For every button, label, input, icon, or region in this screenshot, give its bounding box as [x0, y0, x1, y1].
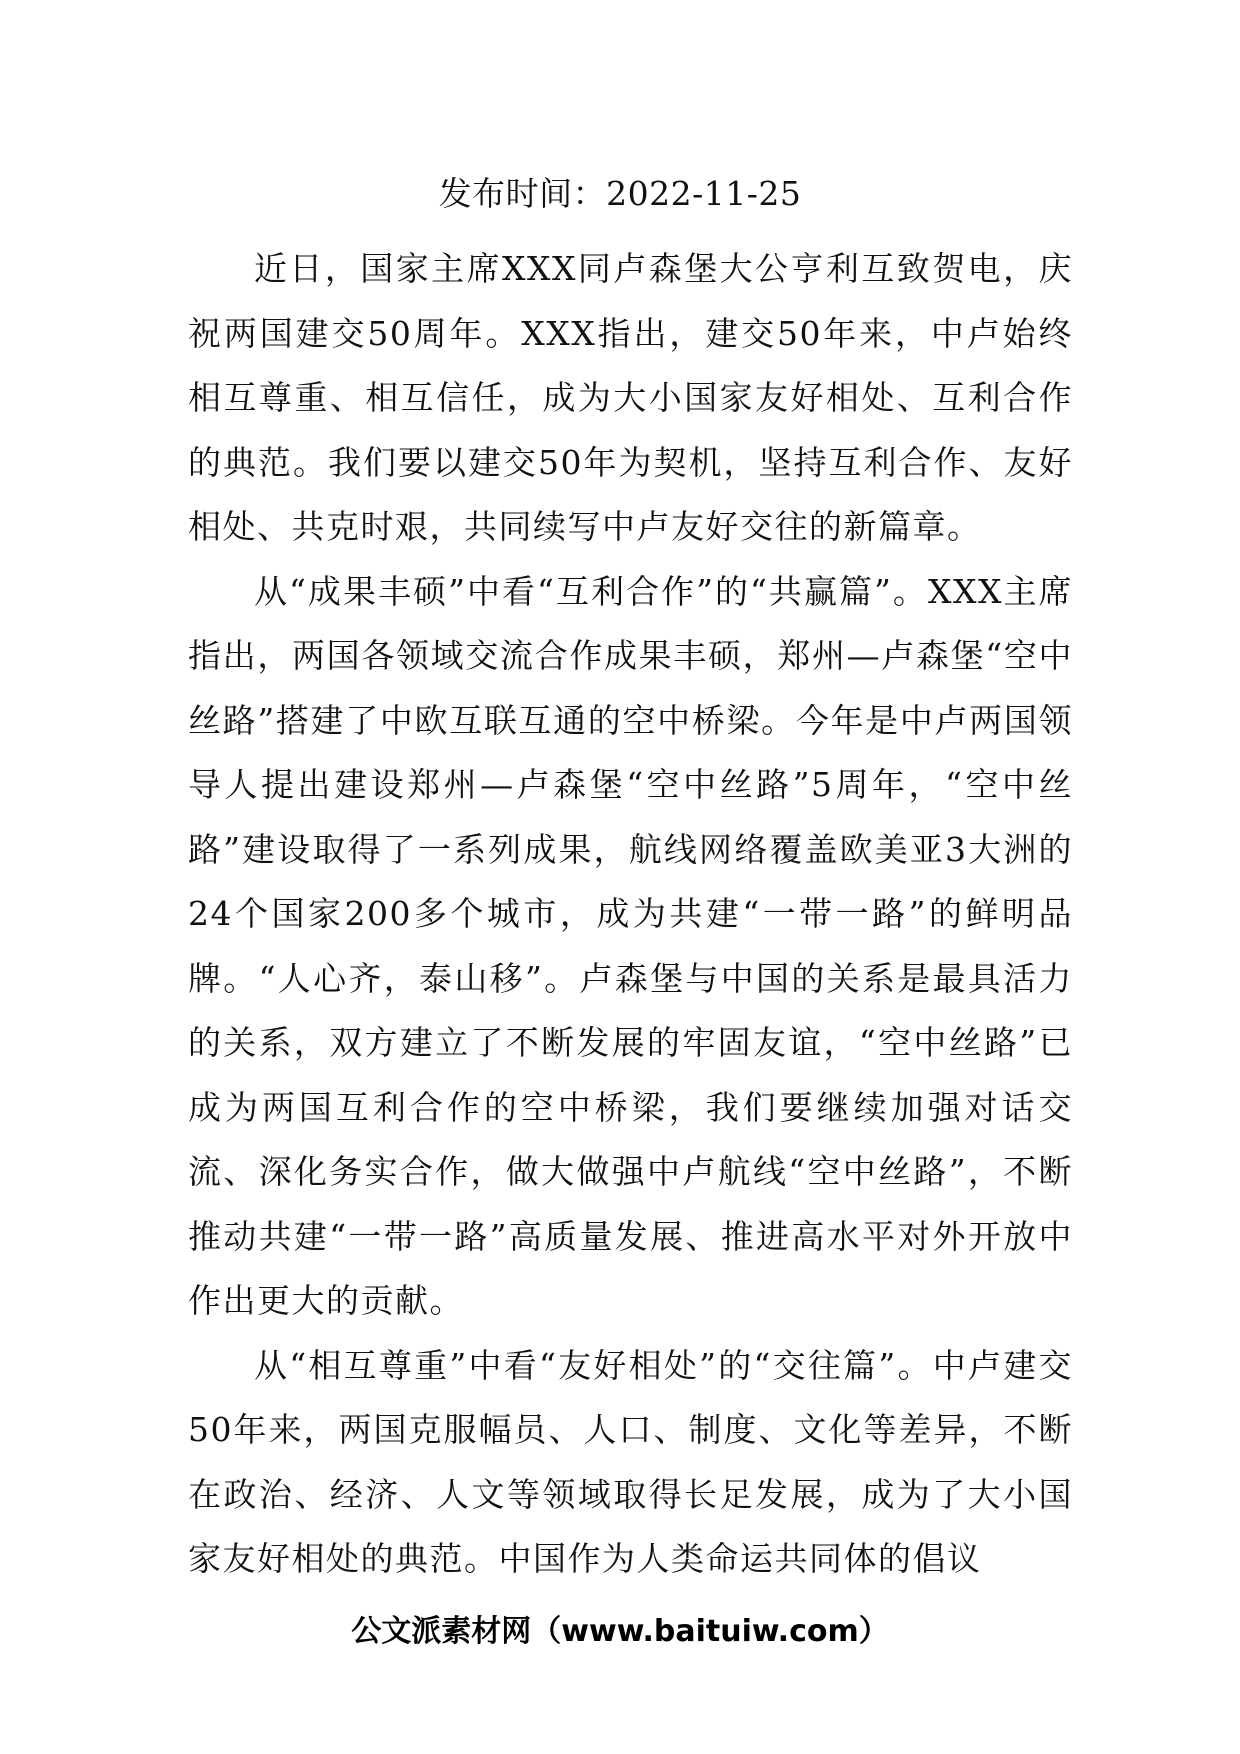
article-body: [188, 237, 1073, 1592]
source-watermark: 公文派素材网（www.baituiw.com）: [351, 1614, 889, 1649]
publish-date: 发布时间：2022-11-25: [438, 174, 802, 213]
paragraph-cooperation: 从“成果丰硕”中看“互利合作”的“共赢篇”。XXX主席指出，两国各领域交流合作成果丰硕，郑州—卢森堡“空中丝路”搭建了中欧互联互通的空中桥梁。今年是中卢两国领导人提出建设郑州—卢森堡“空中丝路”5周年，“空中丝路”建设取得了一系列成果，航线网络覆盖欧美亚3大洲的24个国家200多个城市，成为共建“一带一路”的鲜明品牌。“人心齐，泰山移”。卢森堡与中国的关系是最具活力的关系，双方建立了不断发展的牢固友谊，“空中丝路”已成为两国互利合作的空中桥梁，我们要继续加强对话交流、深化务实合作，做大做强中卢航线“空中丝路”，不断推动共建“一带一路”高质量发展、推进高水平对外开放中作出更大的贡献。: [188, 571, 1073, 1320]
paragraph-respect: 从“相互尊重”中看“友好相处”的“交往篇”。中卢建交50年来，两国克服幅员、人口、制度、文化等差异，不断在政治、经济、人文等领域取得长足发展，成为了大小国家友好相处的典范。中国作为人类命运共同体的倡议: [188, 1345, 1073, 1578]
paragraph-intro: 近日，国家主席XXX同卢森堡大公亨利互致贺电，庆祝两国建交50周年。XXX指出，建交50年来，中卢始终相互尊重、相互信任，成为大小国家友好相处、互利合作的典范。我们要以建交50年为契机，坚持互利合作、友好相处、共克时艰，共同续写中卢友好交往的新篇章。: [188, 249, 1073, 546]
